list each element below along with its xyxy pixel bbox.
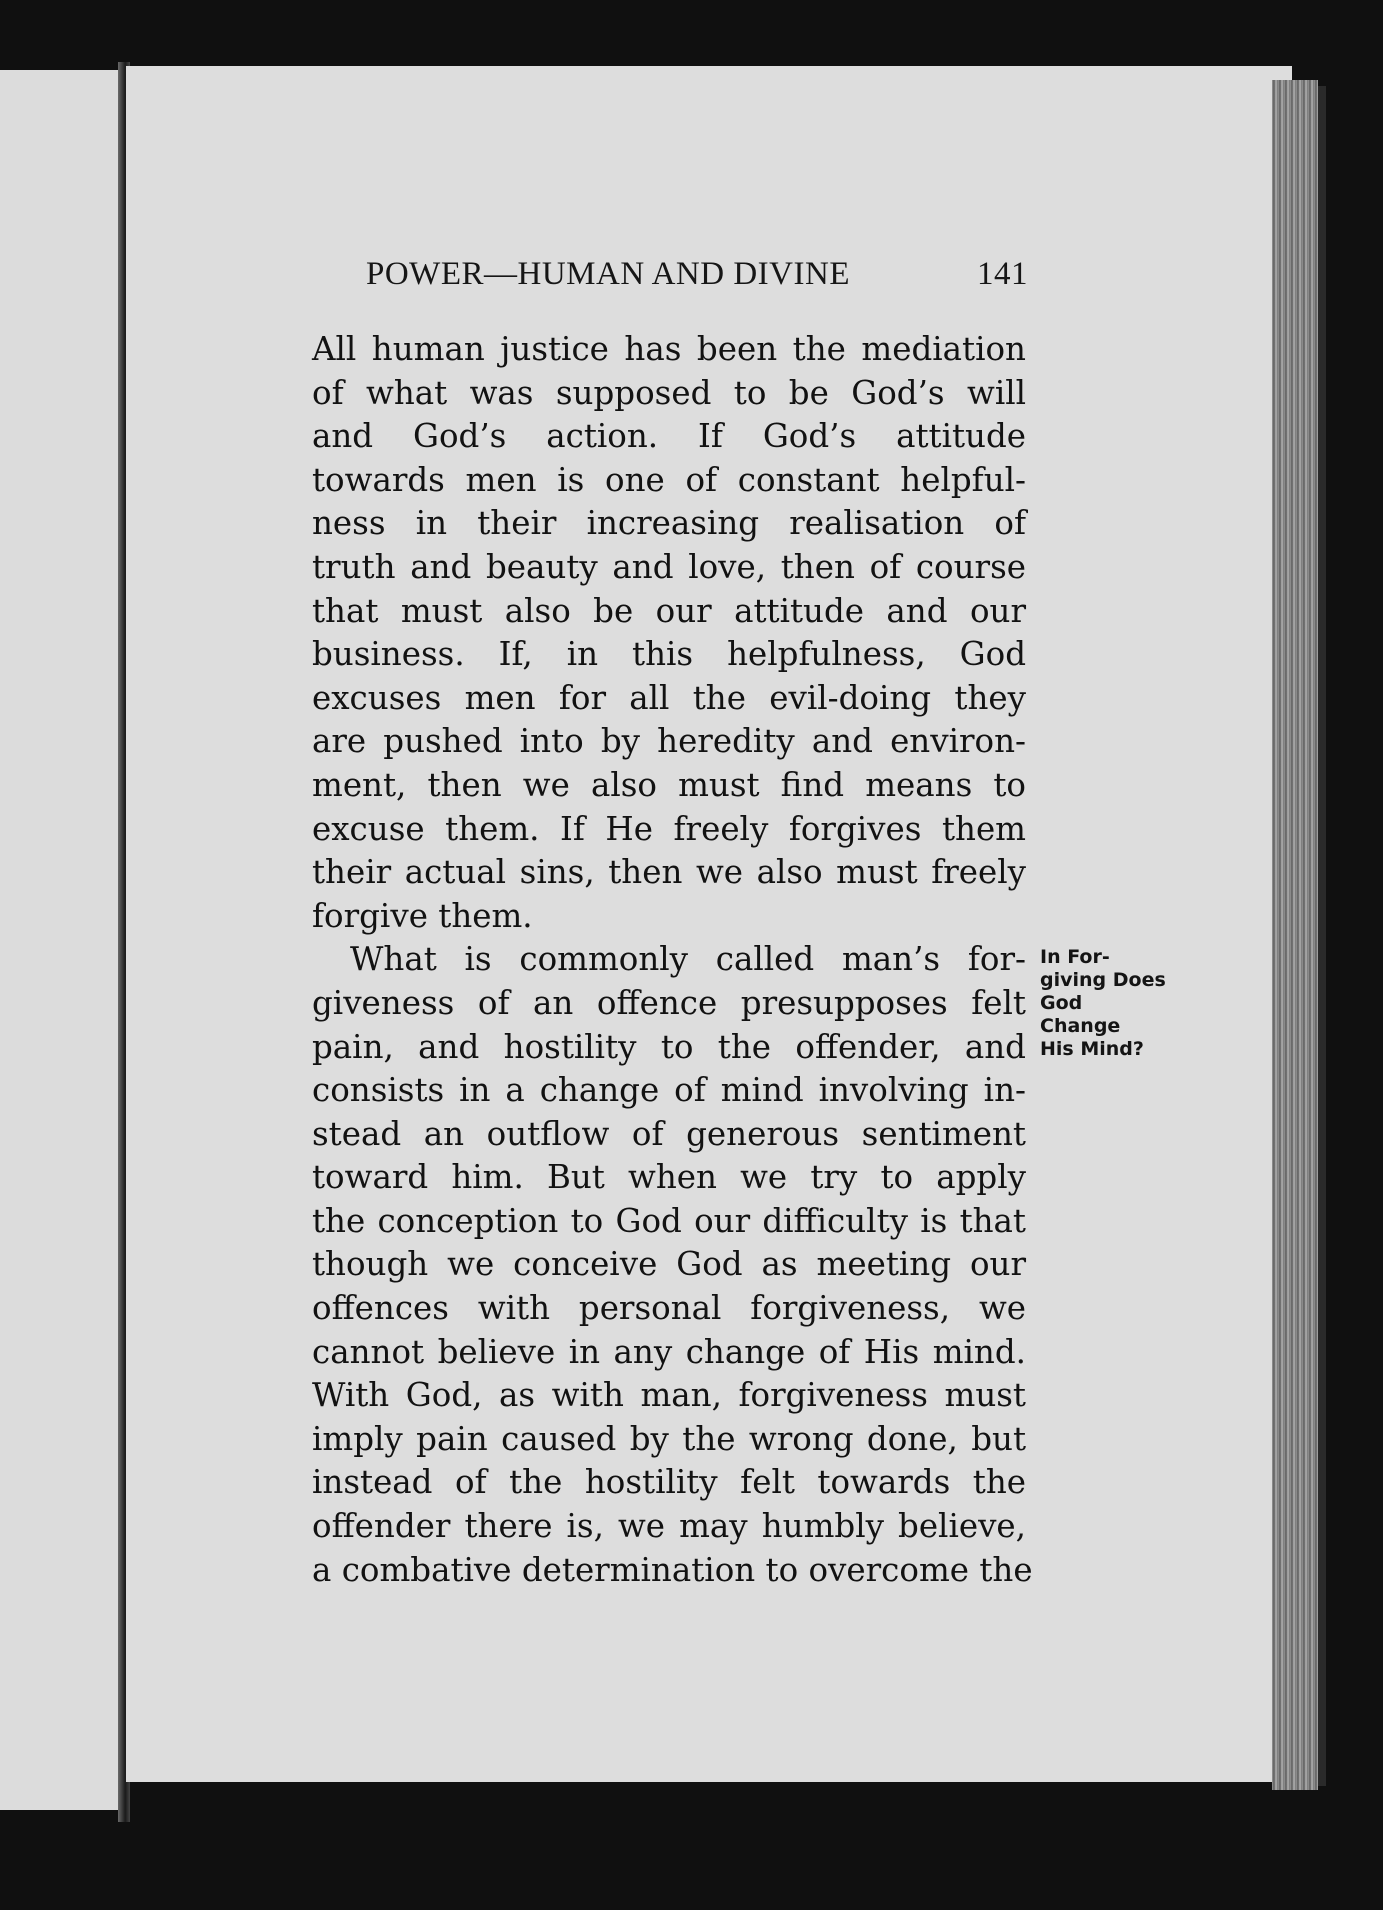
text-line: their actual sins, then we also must freely — [312, 853, 1026, 892]
text-line: the conception to God our difficulty is that — [312, 1201, 1026, 1240]
text-line: and God’s action. If God’s attitude — [312, 417, 1026, 456]
text-line: ness in their increasing realisation of — [312, 504, 1026, 543]
page-stack-edge — [1272, 80, 1318, 1790]
text-line: that must also be our attitude and our — [312, 591, 1026, 630]
text-line: truth and beauty and love, then of course — [312, 547, 1026, 586]
body-text — [312, 328, 1033, 1592]
text-line: All human justice has been the mediation — [312, 330, 1026, 368]
text-line: ment, then we also must find means to — [312, 765, 1026, 804]
running-header — [366, 256, 1028, 293]
sidenote-line: His Mind? — [1040, 1038, 1144, 1060]
sidenote-line: giving Does — [1040, 969, 1166, 991]
text-line: though we conceive God as meeting our — [312, 1245, 1026, 1284]
text-line: pain, and hostility to the offender, and — [312, 1027, 1026, 1066]
sidenote-line: God — [1040, 992, 1083, 1014]
text-line: business. If, in this helpfulness, God — [312, 635, 1026, 674]
text-line: cannot believe in any change of His mind. — [312, 1332, 1026, 1371]
text-line: stead an outflow of generous sentiment — [312, 1114, 1026, 1153]
cover-edge — [1318, 86, 1326, 1786]
sidenote-line: In For- — [1040, 946, 1110, 968]
page-number: 141 — [977, 256, 1028, 292]
text-line: consists in a change of mind involving in- — [312, 1071, 1026, 1110]
text-line: forgive them. — [312, 896, 533, 935]
text-line: With God, as with man, forgiveness must — [312, 1376, 1026, 1415]
text-line: excuses men for all the evil-doing they — [312, 678, 1026, 717]
text-line: offender there is, we may humbly believe, — [312, 1507, 1026, 1546]
text-line: excuse them. If He freely forgives them — [312, 809, 1026, 848]
paragraph-2 — [312, 938, 1033, 1592]
facing-page-edge — [0, 70, 120, 1810]
text-line: a combative determination to overcome the — [312, 1550, 1033, 1589]
text-line: imply pain caused by the wrong done, but — [312, 1419, 1026, 1458]
text-line: giveness of an offence presupposes felt — [312, 983, 1026, 1022]
text-line: offences with personal forgiveness, we — [312, 1289, 1026, 1328]
sidenote-line: Change — [1040, 1015, 1121, 1037]
text-line: What is commonly called man’s for- — [350, 940, 1026, 979]
text-line: of what was supposed to be God’s will — [312, 373, 1026, 412]
text-line: instead of the hostility felt towards the — [312, 1463, 1026, 1502]
text-line: towards men is one of constant helpful- — [312, 460, 1026, 499]
running-title: POWER—HUMAN AND DIVINE — [366, 256, 850, 292]
text-line: toward him. But when we try to apply — [312, 1158, 1026, 1197]
text-line: are pushed into by heredity and environ- — [312, 722, 1026, 761]
paragraph-1 — [312, 328, 1026, 938]
marginal-sidenote — [1040, 946, 1200, 1061]
